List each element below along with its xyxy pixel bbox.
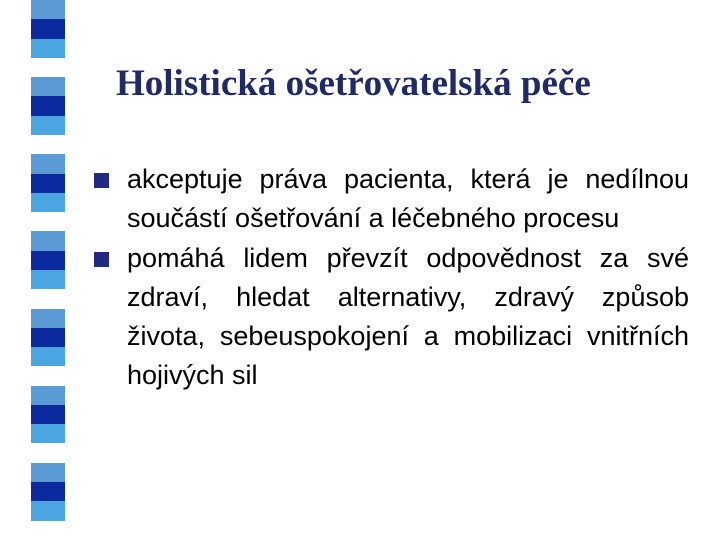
stripe-segment [31,270,65,289]
stripe-segment [31,309,65,328]
stripe-segment [31,231,65,250]
stripe-segment [31,482,65,501]
square-bullet-icon [94,252,109,267]
stripe-segment [31,386,65,405]
stripe-segment [31,212,65,231]
stripe-segment [31,0,65,19]
slide-title: Holistická ošetřovatelská péče [116,63,591,104]
stripe-segment [31,424,65,443]
stripe-segment [31,405,65,424]
bullet-item [92,160,689,238]
stripe-segment [31,521,65,540]
stripe-segment [31,154,65,173]
stripe-segment [31,347,65,366]
bullet-list [92,160,689,396]
stripe-segment [31,193,65,212]
stripe-segment [31,135,65,154]
bullet-text: pomáhá lidem převzít odpovědnost za své zdraví, hledat alternativy, zdravý způsob života, sebeuspokojení a mobilizaci vnitřních hojivých sil [127,243,689,390]
stripe-segment [31,328,65,347]
stripe-segment [31,174,65,193]
stripe-segment [31,19,65,38]
stripe-segment [31,463,65,482]
stripe-segment [31,443,65,462]
decorative-stripe [31,0,65,540]
square-bullet-icon [94,173,109,188]
stripe-segment [31,58,65,77]
stripe-segment [31,289,65,308]
stripe-segment [31,39,65,58]
stripe-segment [31,96,65,115]
stripe-segment [31,116,65,135]
stripe-segment [31,77,65,96]
stripe-segment [31,366,65,385]
stripe-segment [31,251,65,270]
stripe-segment [31,501,65,520]
bullet-item [92,239,689,395]
bullet-text: akceptuje práva pacienta, která je nedílnou součástí ošetřování a léčebného procesu [127,164,689,233]
